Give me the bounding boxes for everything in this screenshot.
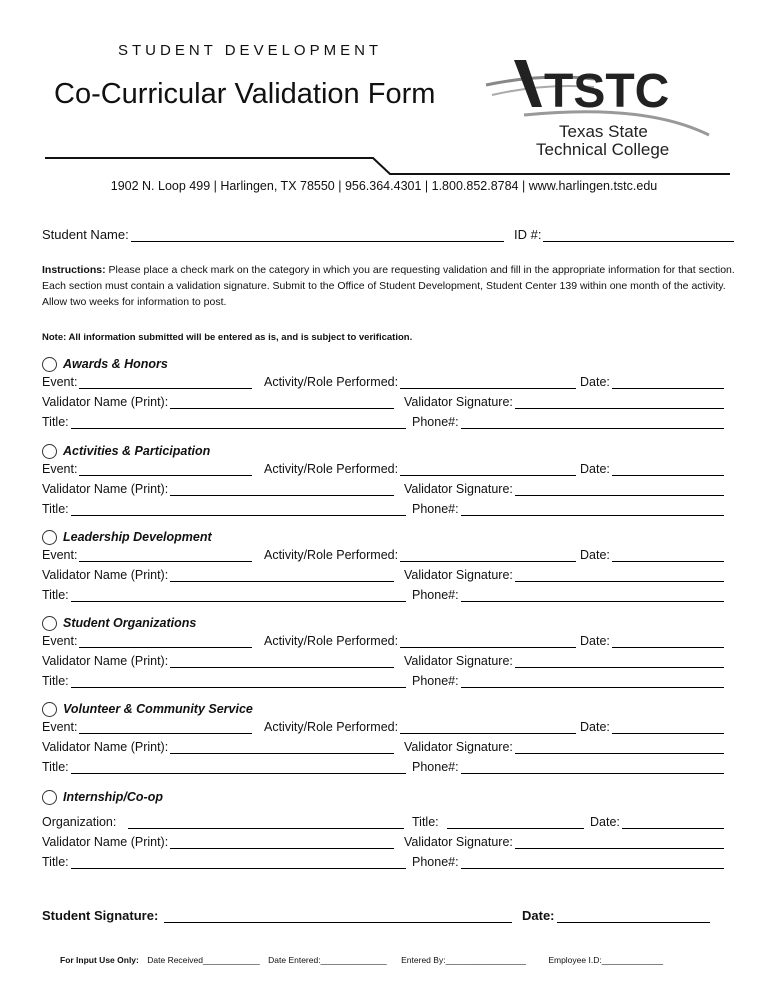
student-id-label: ID #:	[514, 227, 542, 242]
student-signature-row	[42, 908, 712, 928]
date-field[interactable]	[580, 634, 724, 648]
organization-field[interactable]	[42, 815, 404, 829]
internship-row-2	[42, 835, 724, 853]
section-row-event	[42, 720, 724, 738]
section-row-title	[42, 415, 724, 433]
validator-signature-label: Validator Signature:	[404, 568, 513, 582]
logo-text: TSTC	[544, 65, 670, 118]
phone-field[interactable]	[412, 760, 724, 774]
category-radio[interactable]	[42, 357, 57, 372]
category-label: Student Organizations	[63, 616, 197, 630]
section-row-title	[42, 502, 724, 520]
category-organizations[interactable]	[42, 614, 196, 632]
validator-name-field[interactable]	[42, 740, 394, 754]
college-name-line2: Technical College	[536, 140, 670, 159]
student-date-field[interactable]	[522, 908, 710, 923]
category-internship[interactable]	[42, 788, 163, 806]
title-label: Title:	[412, 815, 439, 829]
date-label: Date:	[580, 462, 610, 476]
date-received-label: Date Received	[147, 955, 204, 965]
category-label: Internship/Co-op	[63, 790, 163, 804]
phone-label: Phone#:	[412, 502, 459, 516]
category-label: Awards & Honors	[63, 357, 168, 371]
student-signature-label: Student Signature:	[42, 908, 159, 923]
category-radio[interactable]	[42, 530, 57, 545]
date-field[interactable]	[580, 548, 724, 562]
date-label: Date:	[580, 634, 610, 648]
organization-label: Organization:	[42, 815, 117, 829]
section-row-event	[42, 375, 724, 393]
activity-role-field[interactable]	[264, 375, 576, 389]
form-title: Co-Curricular Validation Form	[54, 78, 436, 110]
student-id-field[interactable]	[514, 227, 734, 242]
activity-role-label: Activity/Role Performed:	[264, 462, 399, 476]
validator-signature-label: Validator Signature:	[404, 654, 513, 668]
section-row-validator	[42, 568, 724, 586]
validator-signature-field[interactable]	[404, 835, 724, 849]
validator-name-field[interactable]	[42, 835, 394, 849]
category-radio[interactable]	[42, 444, 57, 459]
date-label: Date:	[580, 375, 610, 389]
validator-signature-field[interactable]	[404, 395, 724, 409]
activity-role-field[interactable]	[264, 462, 576, 476]
internship-date-field[interactable]	[590, 815, 724, 829]
validator-name-field[interactable]	[42, 395, 394, 409]
phone-label: Phone#:	[412, 855, 459, 869]
validator-signature-label: Validator Signature:	[404, 482, 513, 496]
phone-field[interactable]	[412, 415, 724, 429]
activity-role-field[interactable]	[264, 634, 576, 648]
phone-field[interactable]	[412, 502, 724, 516]
event-label: Event:	[42, 720, 78, 734]
date-label: Date:	[590, 815, 620, 829]
instructions	[42, 262, 742, 310]
validator-title-field[interactable]	[42, 855, 406, 869]
activity-role-label: Activity/Role Performed:	[264, 548, 399, 562]
event-field[interactable]	[42, 634, 252, 648]
validator-signature-label: Validator Signature:	[404, 740, 513, 754]
validator-title-field[interactable]	[42, 415, 406, 429]
activity-role-label: Activity/Role Performed:	[264, 634, 399, 648]
address-line: 1902 N. Loop 499 | Harlingen, TX 78550 | 956.364.4301 | 1.800.852.8784 | www.harlingen.tstc.edu	[110, 179, 658, 193]
internship-title-field[interactable]	[412, 815, 584, 829]
section-row-validator	[42, 482, 724, 500]
date-field[interactable]	[580, 720, 724, 734]
title-label: Title:	[42, 415, 69, 429]
activity-role-field[interactable]	[264, 548, 576, 562]
validator-title-field[interactable]	[42, 674, 406, 688]
validator-name-label: Validator Name (Print):	[42, 568, 169, 582]
validator-signature-field[interactable]	[404, 740, 724, 754]
student-name-label: Student Name:	[42, 227, 129, 242]
student-signature-field[interactable]	[42, 908, 512, 923]
phone-field[interactable]	[412, 674, 724, 688]
instructions-lead: Instructions:	[42, 264, 106, 276]
verification-note: Note: All information submitted will be entered as is, and is subject to verification.	[42, 332, 413, 343]
employee-id-label: Employee I.D:	[548, 955, 602, 965]
instructions-text: Please place a check mark on the category in which you are requesting validation and fill in the appropriate information for that section. Each section must contain a validation signature. Submit to the Office of Student Development, Student Center 139 within one month of the activity. Allow two weeks for information to post.	[42, 264, 735, 308]
section-row-validator	[42, 740, 724, 758]
validator-signature-field[interactable]	[404, 482, 724, 496]
section-row-event	[42, 462, 724, 480]
event-label: Event:	[42, 375, 78, 389]
phone-field[interactable]	[412, 588, 724, 602]
phone-label: Phone#:	[412, 415, 459, 429]
validator-name-label: Validator Name (Print):	[42, 740, 169, 754]
event-label: Event:	[42, 634, 78, 648]
internship-row-1	[42, 815, 724, 833]
section-row-title	[42, 760, 724, 778]
validator-signature-label: Validator Signature:	[404, 395, 513, 409]
event-field[interactable]	[42, 375, 252, 389]
validator-name-field[interactable]	[42, 482, 394, 496]
validator-title-field[interactable]	[42, 588, 406, 602]
section-row-event	[42, 634, 724, 652]
category-radio[interactable]	[42, 702, 57, 717]
event-label: Event:	[42, 462, 78, 476]
phone-label: Phone#:	[412, 674, 459, 688]
student-name-field[interactable]	[42, 227, 504, 242]
date-label: Date:	[580, 548, 610, 562]
activity-role-label: Activity/Role Performed:	[264, 720, 399, 734]
section-row-title	[42, 588, 724, 606]
validator-name-field[interactable]	[42, 568, 394, 582]
validator-title-field[interactable]	[42, 502, 406, 516]
title-label: Title:	[42, 502, 69, 516]
validator-title-field[interactable]	[42, 760, 406, 774]
title-label: Title:	[42, 760, 69, 774]
category-radio[interactable]	[42, 616, 57, 631]
header-rule	[40, 150, 740, 180]
section-row-title	[42, 674, 724, 692]
validator-name-field[interactable]	[42, 654, 394, 668]
validator-name-label: Validator Name (Print):	[42, 835, 169, 849]
title-label: Title:	[42, 855, 69, 869]
event-field[interactable]	[42, 548, 252, 562]
validator-name-label: Validator Name (Print):	[42, 482, 169, 496]
department-heading: STUDENT DEVELOPMENT	[118, 42, 383, 59]
title-label: Title:	[42, 674, 69, 688]
validator-name-label: Validator Name (Print):	[42, 395, 169, 409]
phone-label: Phone#:	[412, 588, 459, 602]
activity-role-field[interactable]	[264, 720, 576, 734]
category-radio[interactable]	[42, 790, 57, 805]
student-date-label: Date:	[522, 908, 555, 923]
college-name-line1: Texas State	[559, 122, 648, 141]
internship-row-3	[42, 855, 724, 873]
event-field[interactable]	[42, 720, 252, 734]
date-field[interactable]	[580, 462, 724, 476]
section-row-validator	[42, 654, 724, 672]
activity-role-label: Activity/Role Performed:	[264, 375, 399, 389]
section-row-event	[42, 548, 724, 566]
category-leadership[interactable]	[42, 528, 212, 546]
event-field[interactable]	[42, 462, 252, 476]
footer-lead: For Input Use Only:	[60, 955, 139, 965]
validator-name-label: Validator Name (Print):	[42, 654, 169, 668]
validator-signature-field[interactable]	[404, 568, 724, 582]
category-volunteer[interactable]	[42, 700, 253, 718]
phone-label: Phone#:	[412, 760, 459, 774]
validator-signature-label: Validator Signature:	[404, 835, 513, 849]
event-label: Event:	[42, 548, 78, 562]
title-label: Title:	[42, 588, 69, 602]
student-row	[42, 227, 724, 245]
category-label: Leadership Development	[63, 530, 212, 544]
office-use-footer: For Input Use Only: Date Received____________ Date Entered:______________ Entered By:_________________ Employee I.D:_____________	[60, 955, 664, 965]
category-awards[interactable]	[42, 355, 168, 373]
tstc-logo	[484, 55, 724, 165]
date-field[interactable]	[580, 375, 724, 389]
category-activities[interactable]	[42, 442, 210, 460]
section-row-validator	[42, 395, 724, 413]
phone-field[interactable]	[412, 855, 724, 869]
validator-signature-field[interactable]	[404, 654, 724, 668]
category-label: Volunteer & Community Service	[63, 702, 253, 716]
date-label: Date:	[580, 720, 610, 734]
category-label: Activities & Participation	[63, 444, 211, 458]
entered-by-label: Entered By:	[401, 955, 446, 965]
date-entered-label: Date Entered:	[268, 955, 321, 965]
